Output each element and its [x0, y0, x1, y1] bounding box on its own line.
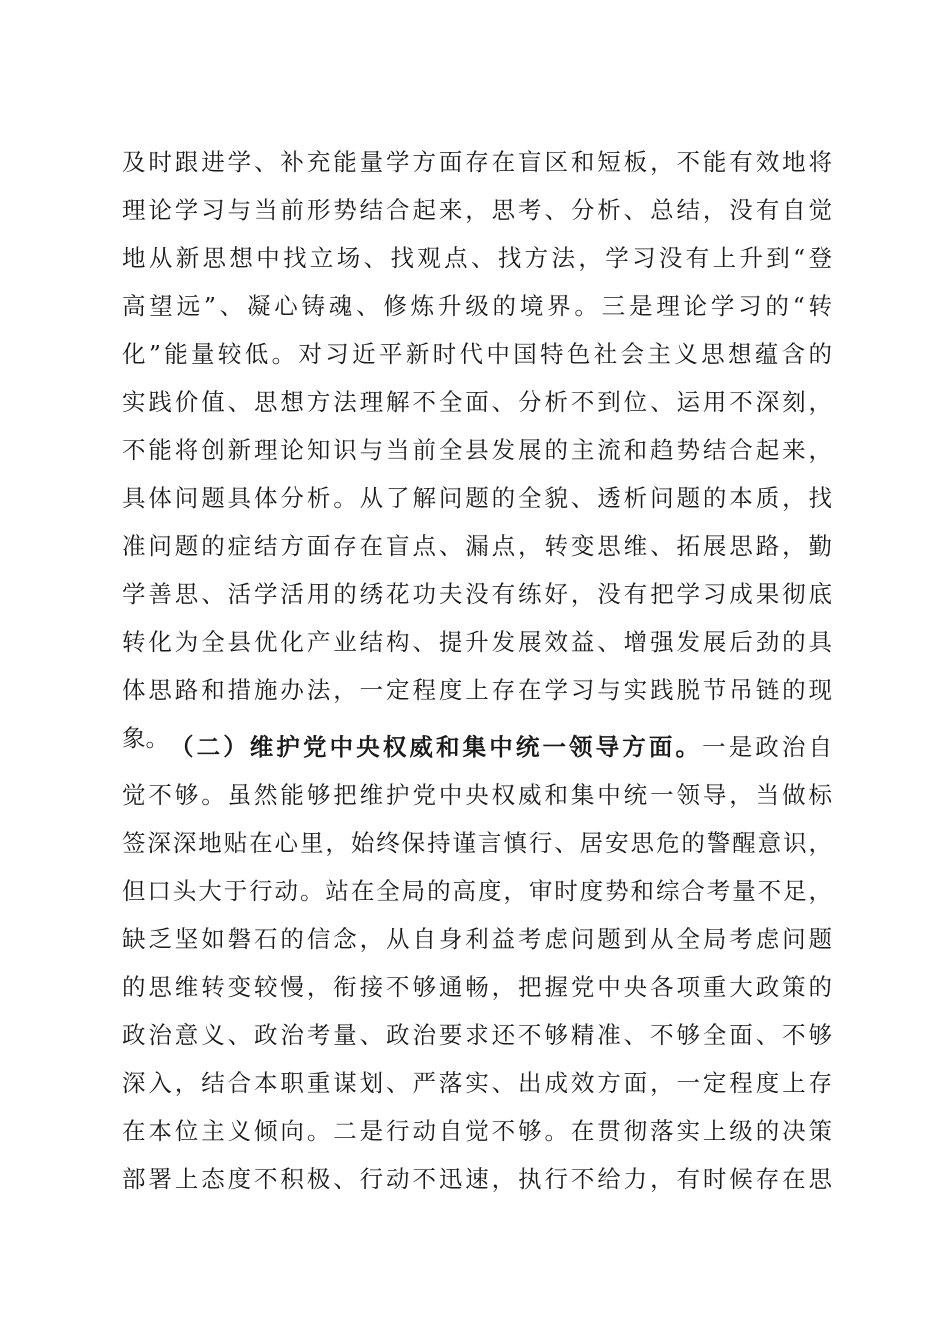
text-line: 签深深地贴在心里，始终保持谨言慎行、居安思危的警醒意识，: [122, 829, 832, 857]
text-line: 及时跟进学、补充能量学方面存在盲区和短板，不能有效地将: [122, 148, 832, 176]
text-line: 转化为全县优化产业结构、提升发展效益、增强发展后劲的具: [122, 628, 832, 656]
text-line: 缺乏坚如磐石的信念，从自身利益考虑问题到从全局考虑问题: [122, 925, 832, 953]
text-line: 化”能量较低。对习近平新时代中国特色社会主义思想蕴含的: [122, 340, 832, 368]
section-heading: （二）维护党中央权威和集中统一领导方面。: [170, 733, 703, 761]
text-line: 深入，结合本职重谋划、严落实、出成效方面，一定程度上存: [122, 1069, 832, 1097]
text-line: 部署上态度不积极、行动不迅速，执行不给力，有时候存在思: [122, 1165, 832, 1193]
text-line: 政治意义、政治考量、政治要求还不够精准、不够全面、不够: [122, 1021, 832, 1049]
text-line: 学善思、活学活用的绣花功夫没有练好，没有把学习成果彻底: [122, 580, 832, 608]
text-line: 体思路和措施办法，一定程度上存在学习与实践脱节吊链的现: [122, 676, 832, 704]
text-run: 一是政治自: [702, 733, 833, 761]
text-line: 理论学习与当前形势结合起来，思考、分析、总结，没有自觉: [122, 196, 832, 224]
text-line: 具体问题具体分析。从了解问题的全貌、透析问题的本质，找: [122, 484, 832, 512]
text-line: 高望远”、凝心铸魂、修炼升级的境界。三是理论学习的“转: [122, 292, 832, 320]
paragraph-first-line: [170, 727, 832, 767]
text-line: 但口头大于行动。站在全局的高度，审时度势和综合考量不足，: [122, 877, 832, 905]
text-line: 地从新思想中找立场、找观点、找方法，学习没有上升到“登: [122, 244, 832, 272]
text-line: 觉不够。虽然能够把维护党中央权威和集中统一领导，当做标: [122, 781, 832, 809]
text-line: 的思维转变较慢，衔接不够通畅，把握党中央各项重大政策的: [122, 973, 832, 1001]
text-line: 象。: [122, 724, 169, 752]
text-line: 在本位主义倾向。二是行动自觉不够。在贯彻落实上级的决策: [122, 1117, 832, 1145]
text-line: 准问题的症结方面存在盲点、漏点，转变思维、拓展思路，勤: [122, 532, 832, 560]
text-line: 不能将创新理论知识与当前全县发展的主流和趋势结合起来，: [122, 436, 832, 464]
text-line: 实践价值、思想方法理解不全面、分析不到位、运用不深刻，: [122, 388, 832, 416]
